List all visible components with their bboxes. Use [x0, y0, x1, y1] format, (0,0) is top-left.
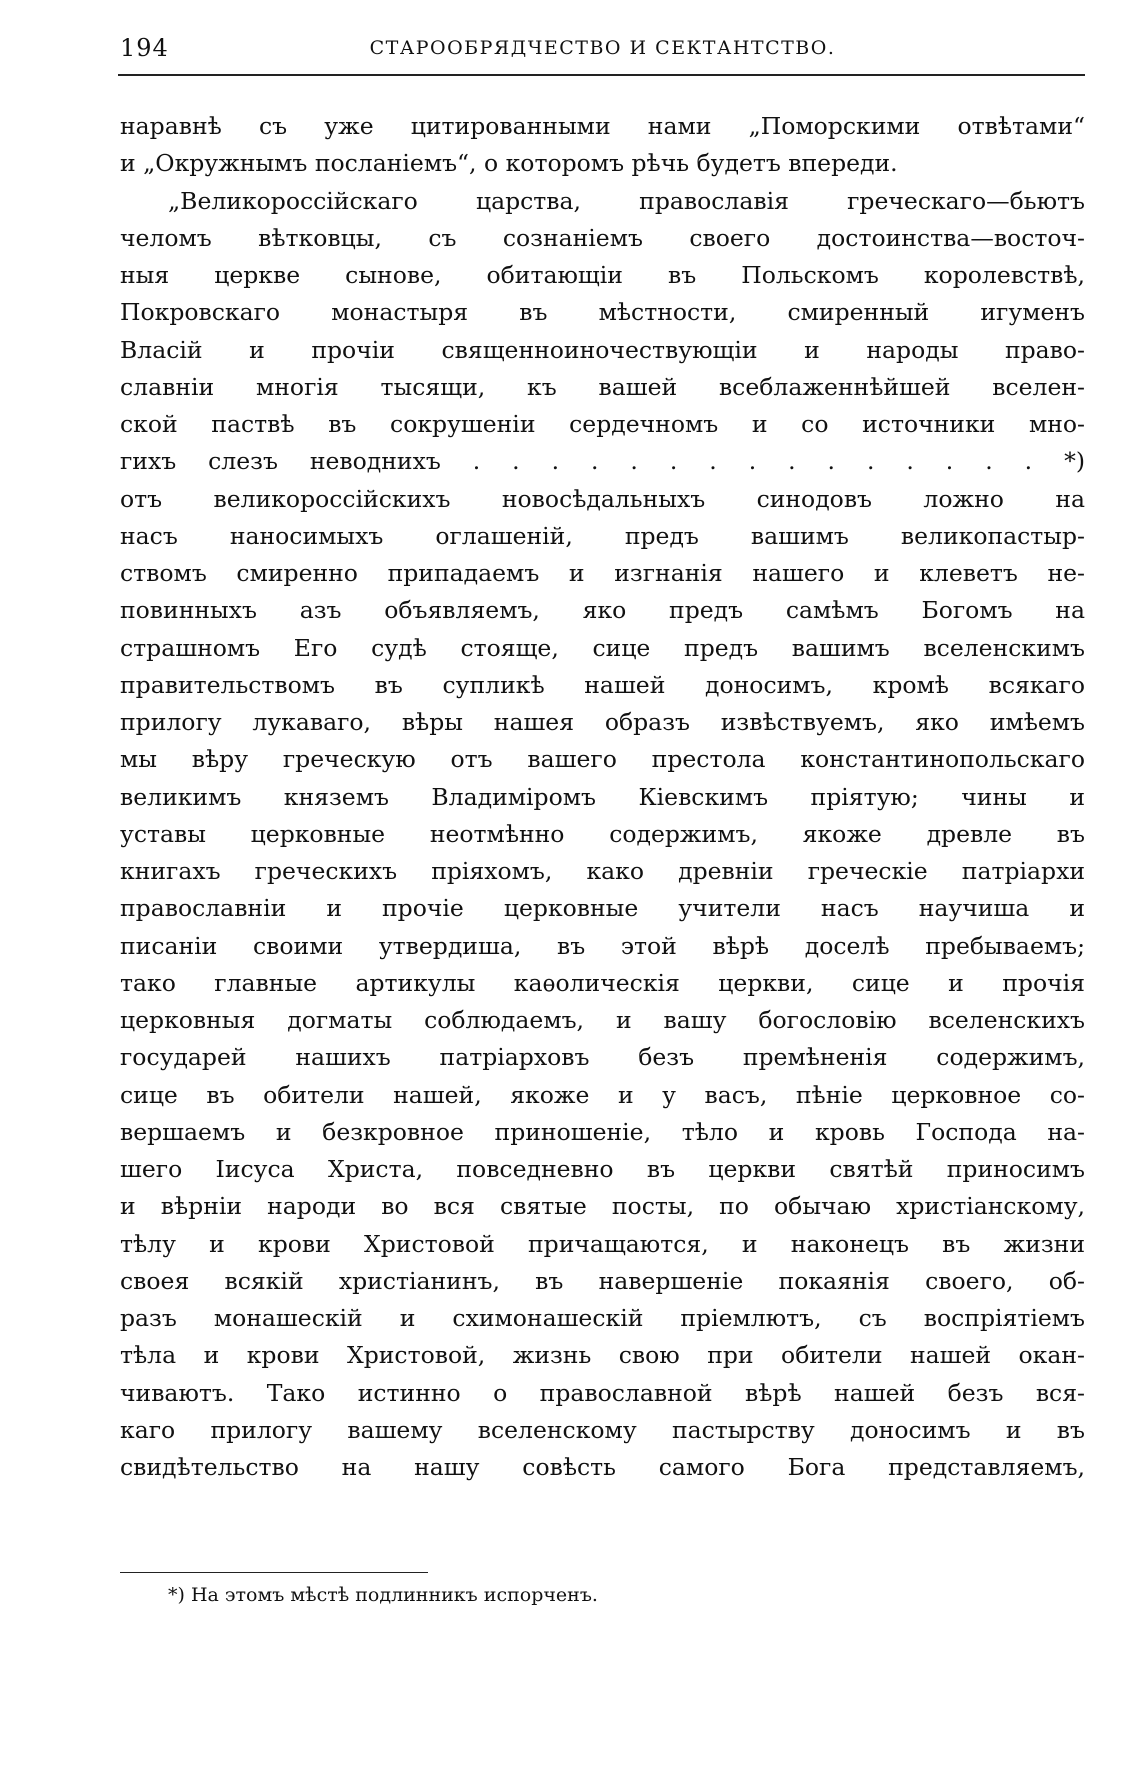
- text-line: своея всякій христіанинъ, въ навершеніе покаянія своего, об-: [120, 1266, 1085, 1295]
- text-line: ныя церкве сынове, обитающіи въ Польскомъ королевствѣ,: [120, 261, 1085, 289]
- page-number: 194: [120, 34, 169, 62]
- text-line: насъ наносимыхъ оглашеній, предъ вашимъ великопастыр-: [120, 521, 1085, 550]
- text-line: церковныя догматы соблюдаемъ, и вашу богословію вселенскихъ: [120, 1006, 1085, 1034]
- text-line: славніи многія тысящи, къ вашей всеблаженнѣйшей вселен-: [120, 372, 1085, 401]
- text-line: разъ монашескій и схимонашескій пріемлютъ, съ воспріятіемъ: [120, 1304, 1085, 1332]
- text-line: шего Іисуса Христа, повседневно въ церкви святѣй приносимъ: [120, 1155, 1085, 1183]
- text-line: мы вѣру греческую отъ вашего престола константинопольскаго: [120, 745, 1085, 774]
- text-line: тѣлу и крови Христовой причащаются, и наконецъ въ жизни: [120, 1229, 1085, 1258]
- text-line: „Великороссійскаго царства, православія греческаго—бьютъ: [168, 186, 1085, 215]
- text-line: сице въ обители нашей, якоже и у васъ, пѣніе церковное со-: [120, 1080, 1085, 1109]
- text-line: Власій и прочіи священноиночествующіи и народы право-: [120, 335, 1085, 364]
- running-header: [120, 34, 1085, 64]
- text-line: государей нашихъ патріарховъ безъ премѣненія содержимъ,: [120, 1043, 1085, 1072]
- text-line: уставы церковные неотмѣнно содержимъ, якоже древле въ: [120, 819, 1085, 848]
- text-line: православніи и прочіе церковные учители насъ научиша и: [120, 894, 1085, 923]
- text-line: прилогу лукаваго, вѣры нашея образъ извѣствуемъ, яко имѣемъ: [120, 708, 1085, 736]
- text-line: книгахъ греческихъ пріяхомъ, како древніи греческіе патріархи: [120, 857, 1085, 885]
- text-line: каго прилогу вашему вселенскому пастырству доносимъ и въ: [120, 1415, 1085, 1444]
- text-line: ской паствѣ въ сокрушеніи сердечномъ и со источники мно-: [120, 410, 1085, 438]
- text-line: челомъ вѣтковцы, съ сознаніемъ своего достоинства—восточ-: [120, 223, 1085, 252]
- text-line: отъ великороссійскихъ новосѣдальныхъ синодовъ ложно на: [120, 484, 1085, 513]
- footnote-rule: [120, 1572, 428, 1573]
- text-line: великимъ княземъ Владиміромъ Кіевскимъ пріятую; чины и: [120, 782, 1085, 811]
- body-text: [120, 108, 1085, 1486]
- text-line: чиваютъ. Тако истинно о православной вѣрѣ нашей безъ вся-: [120, 1378, 1085, 1407]
- text-line: страшномъ Его судѣ стояще, сице предъ вашимъ вселенскимъ: [120, 633, 1085, 662]
- text-line: повинныхъ азъ объявляемъ, яко предъ самѣмъ Богомъ на: [120, 596, 1085, 625]
- text-line-ellipsis: гихъ слезъ неводнихъ . . . . . . . . . . . . . . . *): [120, 447, 1085, 476]
- text-line: и вѣрніи народи во вся святые посты, по обычаю христіанскому,: [120, 1192, 1085, 1221]
- text-line: тако главные артикулы каѳолическія церкви, сице и прочія: [120, 968, 1085, 997]
- running-title: СТАРООБРЯДЧЕСТВО И СЕКТАНТСТВО.: [369, 37, 836, 59]
- text-line: тѣла и крови Христовой, жизнь свою при обители нашей окан-: [120, 1341, 1085, 1370]
- text-line: ствомъ смиренно припадаемъ и изгнанія нашего и клеветъ не-: [120, 559, 1085, 587]
- text-line: писаніи своими утвердиша, въ этой вѣрѣ доселѣ пребываемъ;: [120, 931, 1085, 960]
- text-line: правительствомъ въ супликѣ нашей доносимъ, кромѣ всякаго: [120, 670, 1085, 699]
- text-line: вершаемъ и безкровное приношеніе, тѣло и кровь Господа на-: [120, 1117, 1085, 1146]
- text-line: и „Окружнымъ посланіемъ“, о которомъ рѣчь будетъ впереди.: [120, 149, 898, 178]
- text-line: наравнѣ съ уже цитированными нами „Поморскими отвѣтами“: [120, 112, 1085, 140]
- header-rule: [118, 74, 1085, 76]
- text-line: свидѣтельство на нашу совѣсть самого Бога представляемъ,: [120, 1453, 1085, 1481]
- footnote: *) На этомъ мѣстѣ подлинникъ испорченъ.: [168, 1584, 598, 1606]
- text-line: Покровскаго монастыря въ мѣстности, смиренный игуменъ: [120, 298, 1085, 327]
